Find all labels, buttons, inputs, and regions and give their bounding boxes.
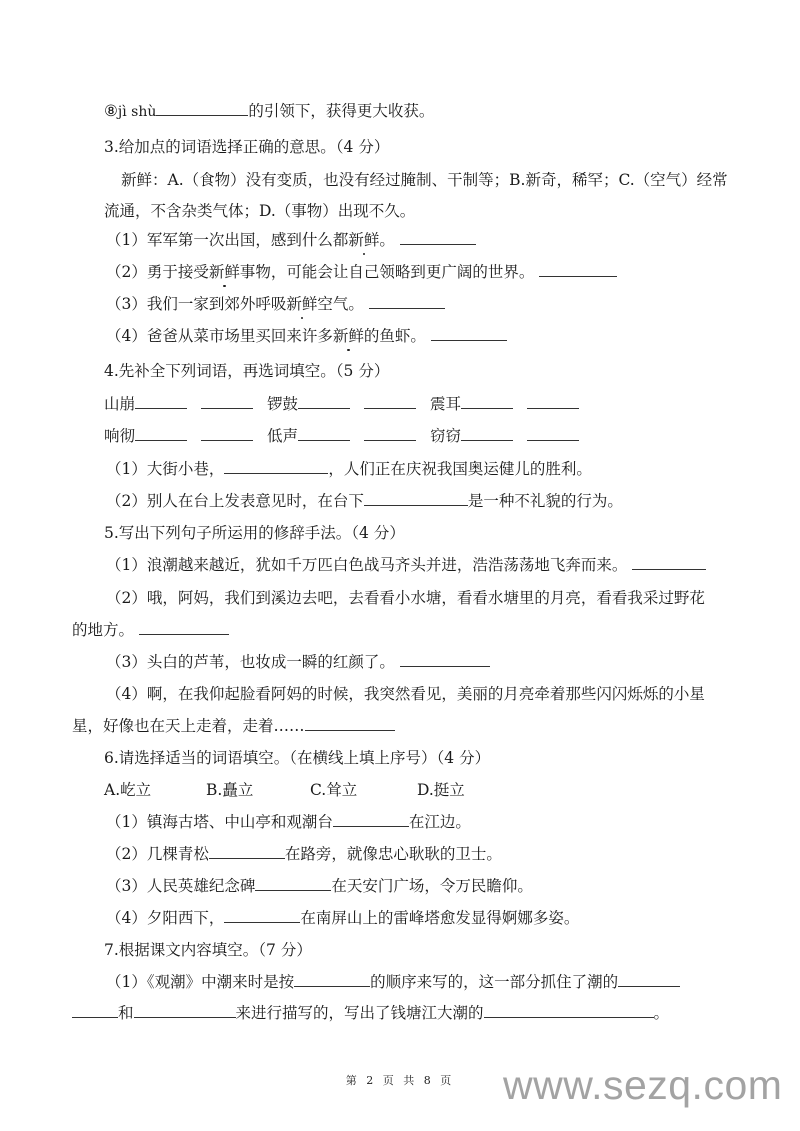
q5-title: 5.写出下列句子所运用的修辞手法。（4 分） bbox=[104, 524, 405, 542]
q3-item-2: （2）勇于接受新鲜事物，可能会让自己领略到更广阔的世界。 bbox=[106, 262, 617, 282]
answer-blank[interactable] bbox=[364, 491, 468, 506]
q3-definition-line1: 新鲜：A.（食物）没有变质，也没有经过腌制、干制等；B.新奇，稀罕；C.（空气）经常 bbox=[121, 171, 728, 189]
answer-blank[interactable] bbox=[224, 459, 328, 474]
option-c: C.耸立 bbox=[310, 781, 358, 799]
word-blank[interactable] bbox=[461, 426, 513, 441]
answer-blank[interactable] bbox=[134, 1003, 236, 1018]
answer-blank[interactable] bbox=[400, 230, 476, 245]
word-blank[interactable] bbox=[298, 394, 350, 409]
word-blank[interactable] bbox=[461, 394, 513, 409]
page-number: 第 2 页 共 8 页 bbox=[345, 1074, 455, 1087]
answer-blank[interactable] bbox=[484, 1003, 654, 1018]
q4-word-row-1: 山崩 锣鼓 震耳 bbox=[104, 394, 579, 414]
q6-options bbox=[104, 780, 465, 800]
q6-sentence-3: （3）人民英雄纪念碑 在天安门广场，令万民瞻仰。 bbox=[106, 877, 533, 895]
pinyin: jì shù bbox=[117, 104, 157, 120]
q7-title: 7.根据课文内容填空。（7 分） bbox=[104, 941, 312, 959]
dotted-word: 新鲜 bbox=[286, 295, 318, 313]
word-blank[interactable] bbox=[364, 394, 416, 409]
watermark: www.sezq.com bbox=[503, 1062, 783, 1108]
q7-line-2: 和 来进行描写的，写出了钱塘江大潮的 。 bbox=[72, 1003, 669, 1023]
q6-title: 6.请选择适当的词语填空。（在横线上填上序号）（4 分） bbox=[104, 749, 491, 767]
dotted-word: 新鲜 bbox=[348, 231, 380, 249]
word-blank[interactable] bbox=[527, 394, 579, 409]
option-b: B.矗立 bbox=[206, 781, 254, 799]
q4-word-row-2: 响彻 低声 窃窃 bbox=[104, 426, 579, 446]
q3-item-1: （1）军军第一次出国，感到什么都新鲜。 bbox=[106, 230, 476, 250]
dotted-word: 新鲜 bbox=[208, 263, 240, 281]
q6-sentence-2: （2）几棵青松 在路旁，就像忠心耿耿的卫士。 bbox=[106, 845, 502, 863]
q6-sentence-4: （4）夕阳西下， 在南屏山上的雷峰塔愈发显得婀娜多姿。 bbox=[106, 909, 580, 927]
q3-item-4: （4）爸爸从菜市场里买回来许多新鲜的鱼虾。 bbox=[106, 326, 507, 346]
word-blank[interactable] bbox=[201, 394, 253, 409]
q5-sentence-1: （1）浪潮越来越近，犹如千万匹白色战马齐头并进，浩浩荡荡地飞奔而来。 bbox=[106, 555, 706, 575]
answer-blank[interactable] bbox=[400, 652, 490, 667]
option-a: A.屹立 bbox=[104, 781, 152, 799]
answer-blank[interactable] bbox=[305, 716, 395, 731]
word-blank[interactable] bbox=[298, 426, 350, 441]
answer-blank[interactable] bbox=[72, 1003, 118, 1018]
word-blank[interactable] bbox=[364, 426, 416, 441]
word-blank[interactable] bbox=[201, 426, 253, 441]
q3-title: 3.给加点的词语选择正确的意思。（4 分） bbox=[104, 138, 390, 156]
answer-blank[interactable] bbox=[618, 972, 680, 987]
answer-blank[interactable] bbox=[156, 101, 248, 116]
q3-item-3: （3）我们一家到郊外呼吸新鲜空气。 bbox=[106, 294, 445, 314]
circled-number-8: ⑧ bbox=[104, 102, 118, 120]
q4-title: 4.先补全下列词语，再选词填空。（5 分） bbox=[104, 362, 390, 380]
answer-blank[interactable] bbox=[333, 812, 409, 827]
option-d: D.挺立 bbox=[417, 781, 465, 799]
q7-line-1: （1）《观潮》中潮来时是按 的顺序来写的，这一部分抓住了潮的 bbox=[106, 972, 680, 992]
answer-blank[interactable] bbox=[632, 555, 706, 570]
dotted-word: 新鲜 bbox=[332, 327, 364, 345]
q5-sentence-4-line2: 星，好像也在天上走着，走着…… bbox=[72, 716, 395, 736]
q5-sentence-2-line1: （2）哦，阿妈，我们到溪边去吧，去看看小水塘，看看水塘里的月亮，看看我采过野花 bbox=[106, 589, 705, 607]
q4-sentence-1: （1）大街小巷， ，人们正在庆祝我国奥运健儿的胜利。 bbox=[106, 460, 592, 478]
answer-blank[interactable] bbox=[294, 972, 370, 987]
word-blank[interactable] bbox=[135, 426, 187, 441]
answer-blank[interactable] bbox=[369, 294, 445, 309]
answer-blank[interactable] bbox=[431, 326, 507, 341]
answer-blank[interactable] bbox=[209, 844, 285, 859]
q5-sentence-3: （3）头白的芦苇，也妆成一瞬的红颜了。 bbox=[106, 652, 490, 672]
q2-item-8: ⑧jì shù 的引领下，获得更大收获。 bbox=[104, 102, 435, 120]
word-blank[interactable] bbox=[527, 426, 579, 441]
q3-definition-line2: 流通，不含杂类气体；D.（事物）出现不久。 bbox=[104, 202, 416, 220]
q5-sentence-4-line1: （4）啊，在我仰起脸看阿妈的时候，我突然看见，美丽的月亮牵着那些闪闪烁烁的小星 bbox=[106, 685, 705, 703]
q5-sentence-2-line2: 的地方。 bbox=[72, 620, 229, 640]
q4-sentence-2: （2）别人在台上发表意见时，在台下 是一种不礼貌的行为。 bbox=[106, 492, 623, 510]
word-blank[interactable] bbox=[135, 394, 187, 409]
q6-sentence-1: （1）镇海古塔、中山亭和观潮台 在江边。 bbox=[106, 813, 471, 831]
answer-blank[interactable] bbox=[139, 620, 229, 635]
answer-blank[interactable] bbox=[224, 908, 300, 923]
answer-blank[interactable] bbox=[539, 262, 617, 277]
answer-blank[interactable] bbox=[255, 876, 331, 891]
